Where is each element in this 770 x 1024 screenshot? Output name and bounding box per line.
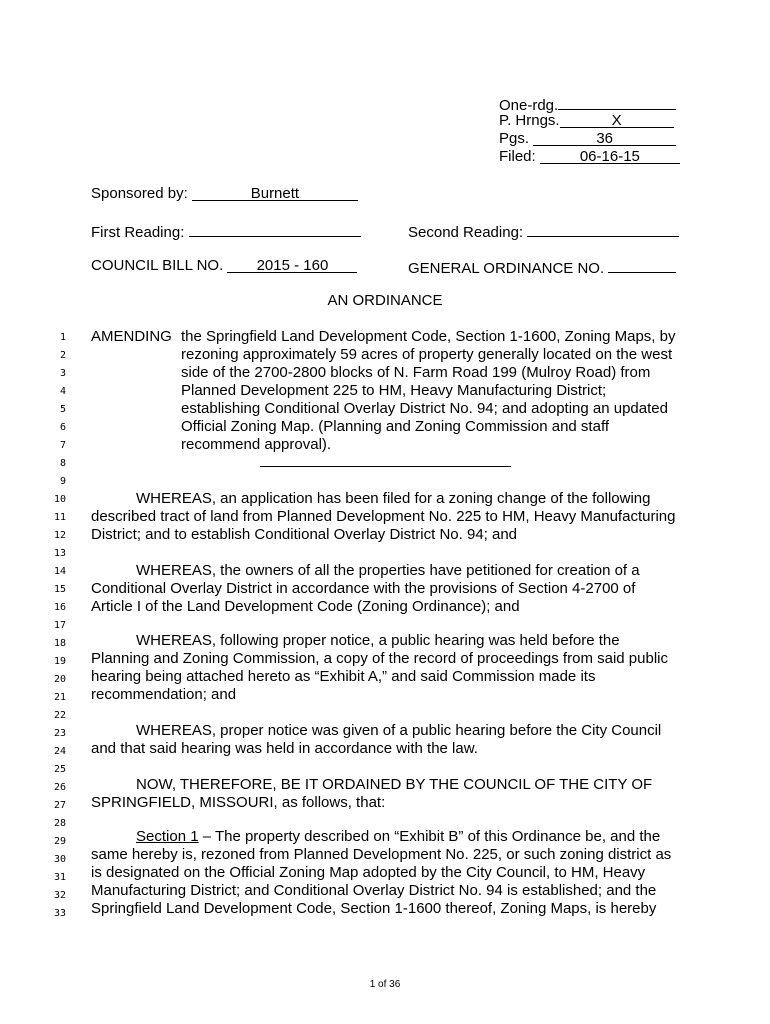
pgs-row [499,130,676,148]
line-number: 5 [59,404,66,415]
first-reading-row [91,221,361,242]
paragraph-line: WHEREAS, proper notice was given of a public hearing before the City Council [136,722,662,739]
paragraph-line: District; and to establish Conditional Overlay District No. 94; and [91,526,518,543]
line-number: 2 [59,350,66,361]
section-1-label: Section 1 [136,828,199,845]
line-number: 15 [53,584,66,595]
line-number: 31 [53,872,66,883]
line-number: 1 [59,332,66,343]
line-number: 32 [53,890,66,901]
filed-row [499,148,680,166]
council-bill-value: 2015 - 160 [227,257,357,273]
ordinance-title: AN ORDINANCE [327,292,443,309]
paragraph-line: SPRINGFIELD, MISSOURI, as follows, that: [91,794,386,811]
paragraph-line: Article I of the Land Development Code (Zoning Ordinance); and [91,598,520,615]
line-number: 33 [53,908,66,919]
line-number: 21 [53,692,66,703]
line-number: 23 [53,728,66,739]
second-reading-value [527,221,679,237]
amending-line: Official Zoning Map. (Planning and Zoning Commission and staff [181,418,610,435]
line-number: 10 [53,494,66,505]
line-number: 25 [53,764,66,775]
sponsor-value: Burnett [192,185,358,201]
line-number: 3 [59,368,66,379]
sponsor-label: Sponsored by: [91,185,188,202]
line-number: 18 [53,638,66,649]
filed-label: Filed: [499,148,536,165]
line-number: 8 [59,458,66,469]
line-number: 4 [59,386,66,397]
section-1-first-line-text: – The property described on “Exhibit B” of this Ordinance be, and the [198,828,661,845]
first-reading-value [189,221,361,237]
section-1-first-line [136,828,660,846]
second-reading-row [408,221,679,242]
page-number: 1 of 36 [369,979,401,990]
council-bill-row [91,257,357,275]
general-ordinance-value [608,257,676,273]
filed-value: 06-16-15 [540,148,680,164]
sponsor-row [91,185,358,203]
paragraph-line: WHEREAS, the owners of all the properties have petitioned for creation of a [136,562,640,579]
line-number: 22 [53,710,66,721]
line-number: 13 [53,548,66,559]
line-number: 26 [53,782,66,793]
line-number: 14 [53,566,66,577]
separator-line [260,466,511,467]
paragraph-line: hearing being attached hereto as “Exhibit A,” and said Commission made its [91,668,596,685]
line-number: 9 [59,476,66,487]
amending-line: establishing Conditional Overlay District No. 94; and adopting an updated [181,400,668,417]
second-reading-label: Second Reading: [408,224,524,241]
paragraph-line: Manufacturing District; and Conditional Overlay District No. 94 is established; and the [91,882,657,899]
line-number: 19 [53,656,66,667]
amending-line: Planned Development 225 to HM, Heavy Manufacturing District; [181,382,607,399]
first-reading-label: First Reading: [91,224,185,241]
line-number: 20 [53,674,66,685]
paragraph-line: Conditional Overlay District in accordance with the provisions of Section 4-2700 of [91,580,636,597]
line-number: 11 [53,512,66,523]
paragraph-line: WHEREAS, an application has been filed for a zoning change of the following [136,490,651,507]
paragraph-line: recommendation; and [91,686,237,703]
paragraph-line: described tract of land from Planned Development No. 225 to HM, Heavy Manufacturing [91,508,676,525]
line-number: 17 [53,620,66,631]
line-number: 28 [53,818,66,829]
paragraph-line: and that said hearing was held in accordance with the law. [91,740,478,757]
pgs-label: Pgs. [499,130,530,147]
line-number: 27 [53,800,66,811]
one-rdg-value [558,94,676,110]
paragraph-line: Springfield Land Development Code, Section 1-1600 thereof, Zoning Maps, is hereby [91,900,657,917]
amending-line: the Springfield Land Development Code, Section 1-1600, Zoning Maps, by [181,328,676,345]
one-rdg-label: One-rdg. [499,97,559,114]
line-number: 7 [59,440,66,451]
paragraph-line: same hereby is, rezoned from Planned Development No. 225, or such zoning district as [91,846,672,863]
line-number: 16 [53,602,66,613]
p-hrngs-label: P. Hrngs. [499,112,560,129]
paragraph-line: is designated on the Official Zoning Map adopted by the City Council, to HM, Heavy [91,864,646,881]
pgs-value: 36 [533,130,676,146]
general-ordinance-row [408,257,676,278]
amending-line: side of the 2700-2800 blocks of N. Farm Road 199 (Mulroy Road) from [181,364,651,381]
council-bill-label: COUNCIL BILL NO. [91,257,224,274]
line-number: 6 [59,422,66,433]
line-number: 29 [53,836,66,847]
paragraph-line: WHEREAS, following proper notice, a public hearing was held before the [136,632,620,649]
paragraph-line: Planning and Zoning Commission, a copy of the record of proceedings from said public [91,650,668,667]
line-number: 12 [53,530,66,541]
p-hrngs-value: X [560,112,674,128]
amending-line: recommend approval). [181,436,332,453]
paragraph-line: NOW, THEREFORE, BE IT ORDAINED BY THE COUNCIL OF THE CITY OF [136,776,653,793]
amending-keyword: AMENDING [91,328,172,345]
general-ordinance-label: GENERAL ORDINANCE NO. [408,260,605,277]
line-number: 30 [53,854,66,865]
p-hrngs-row [499,112,674,130]
amending-line: rezoning approximately 59 acres of property generally located on the west [181,346,673,363]
line-number: 24 [53,746,66,757]
